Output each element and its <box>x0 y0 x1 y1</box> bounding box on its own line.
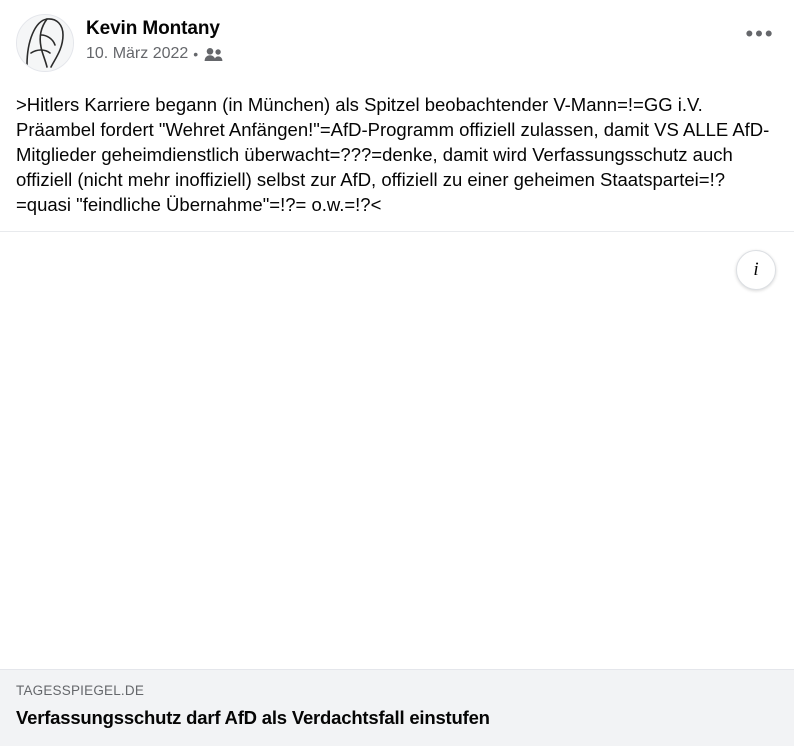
link-preview-domain: TAGESSPIEGEL.DE <box>16 683 145 698</box>
post-header <box>0 0 794 80</box>
post-header-text <box>86 14 742 64</box>
link-preview-title[interactable]: Verfassungsschutz darf AfD als Verdachtsfall einstufen <box>16 707 490 728</box>
info-icon[interactable]: i <box>736 250 776 290</box>
post-body-text: >Hitlers Karriere begann (in München) als Spitzel beobachtender V-Mann=!=GG i.V. Präambel fordert "Wehret Anfängen!"=AfD-Programm offiziell zulassen, damit VS ALLE AfD-Mitglieder geheimdienstlich überwacht=???=denke, damit wird Verfassungsschutz auch offiziell (nicht mehr inoffiziell) selbst zur AfD, offiziell zu einer geheimen Staatspartei=!?=quasi "feindliche Übernahme"=!?= o.w.=!?< <box>16 94 770 215</box>
avatar[interactable] <box>16 14 74 72</box>
post-meta <box>86 44 742 64</box>
post-options-button[interactable]: ••• <box>745 21 775 46</box>
friends-icon[interactable] <box>204 47 223 62</box>
post-media-area[interactable] <box>0 232 794 669</box>
post-author-name[interactable]: Kevin Montany <box>86 18 220 39</box>
meta-separator: • <box>193 46 199 62</box>
link-preview-card[interactable] <box>0 669 794 746</box>
post-timestamp[interactable]: 10. März 2022 <box>86 45 189 62</box>
